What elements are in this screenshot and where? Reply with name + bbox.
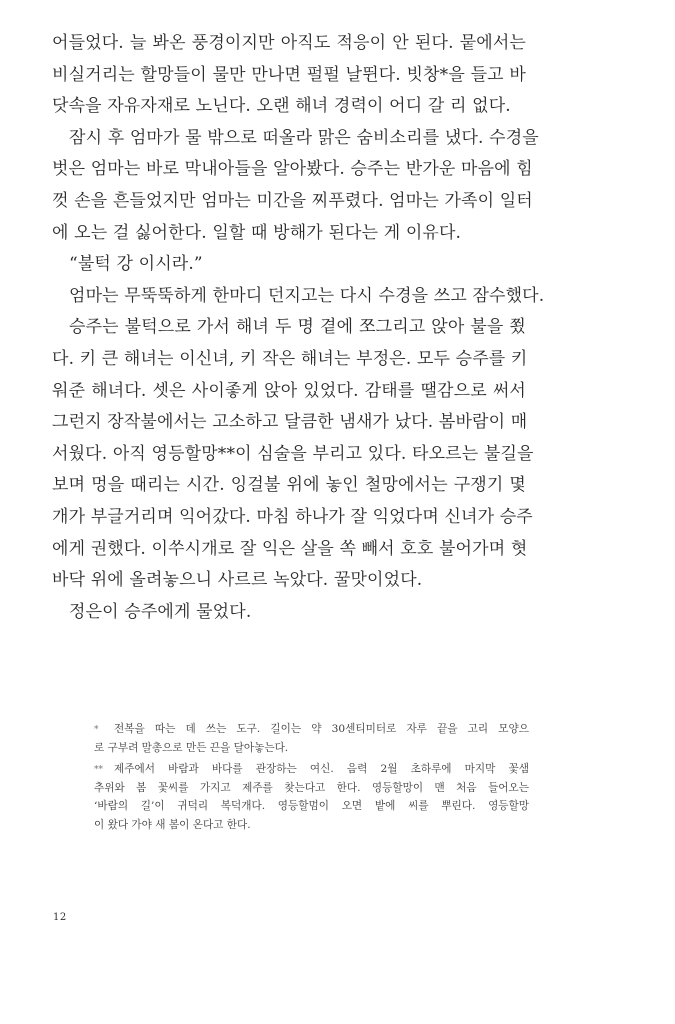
text-line: 엄마는 무뚝뚝하게 한마디 던지고는 다시 수경을 쓰고 잠수했다. bbox=[69, 285, 545, 306]
footnote-line bbox=[94, 779, 529, 798]
footnote-line bbox=[94, 760, 529, 779]
page-number: 12 bbox=[53, 912, 67, 923]
text-line: 그런지 장작불에서는 고소하고 달큼한 냄새가 났다. 봄바람이 매 bbox=[52, 412, 528, 433]
text-line: 잠시 후 엄마가 물 밖으로 떠올라 맑은 숨비소리를 냈다. 수경을 bbox=[69, 127, 539, 148]
text-line: “불턱 강 이시라.” bbox=[69, 254, 203, 275]
text-line: 승주는 불턱으로 가서 해녀 두 명 곁에 쪼그리고 앉아 불을 쬤 bbox=[69, 317, 526, 338]
text-line: 워준 해녀다. 셋은 사이좋게 앉아 있었다. 감태를 땔감으로 써서 bbox=[52, 380, 526, 401]
footnote-line bbox=[94, 816, 529, 835]
footnote-line bbox=[94, 739, 529, 758]
text-line: 벗은 엄마는 바로 막내아들을 알아봤다. 승주는 반가운 마음에 힘 bbox=[52, 159, 533, 180]
footnote bbox=[94, 760, 529, 834]
text-line: 에게 권했다. 이쑤시개로 잘 익은 살을 쏙 빼서 호호 불어가며 혓 bbox=[52, 538, 528, 559]
text-line: 비실거리는 할망들이 물만 만나면 펄펄 날뛴다. 빗창*을 들고 바 bbox=[52, 64, 526, 85]
footnote-text: 이 왔다 가야 새 봄이 온다고 한다. bbox=[94, 818, 251, 831]
footnote-line bbox=[94, 797, 529, 816]
footnote-text: 제주에서 바람과 바다를 관장하는 여신. 음력 2월 초하루에 마지막 꽃샘 bbox=[114, 763, 529, 775]
text-line: 닷속을 자유자재로 노닌다. 오랜 해녀 경력이 어디 갈 리 없다. bbox=[52, 96, 511, 117]
text-line: 개가 부글거리며 익어갔다. 마침 하나가 잘 익었다며 신녀가 승주 bbox=[52, 506, 533, 527]
text-line: 껏 손을 흔들었지만 엄마는 미간을 찌푸렸다. 엄마는 가족이 일터 bbox=[52, 190, 533, 211]
footnote-text: 추위와 봄 꽃씨를 가지고 제주를 찾는다고 한다. 영등할망이 맨 처음 들어오는 bbox=[94, 781, 529, 794]
text-line: 어들었다. 늘 봐온 풍경이지만 아직도 적응이 안 된다. 뭍에서는 bbox=[52, 33, 526, 53]
footnote-line bbox=[94, 720, 529, 739]
text-line: 정은이 승주에게 물었다. bbox=[69, 601, 252, 622]
text-line: 다. 키 큰 해녀는 이신녀, 키 작은 해녀는 부정은. 모두 승주를 키 bbox=[52, 348, 528, 369]
text-line: 바닥 위에 올려놓으니 사르르 녹았다. 꿀맛이었다. bbox=[52, 570, 423, 591]
footnote bbox=[94, 720, 529, 757]
footnote-marker: * bbox=[94, 725, 99, 735]
body-text bbox=[52, 28, 545, 628]
footnote-text: 전복을 따는 데 쓰는 도구. 길이는 약 30센티미터로 자루 끝을 고리 모양으 bbox=[114, 723, 529, 735]
footnote-text: ‘바람의 길’이 귀덕리 복덕개다. 영등할멈이 오면 밭에 씨를 뿌린다. 영등할망 bbox=[94, 800, 529, 812]
footnote-marker: ** bbox=[94, 765, 103, 775]
footnotes bbox=[94, 720, 529, 837]
text-line: 에 오는 걸 싫어한다. 일할 때 방해가 된다는 게 이유다. bbox=[52, 222, 462, 243]
text-line: 서웠다. 아직 영등할망**이 심술을 부리고 있다. 타오르는 불길을 bbox=[52, 443, 534, 464]
footnote-text: 로 구부려 말총으로 만든 끈을 달아놓는다. bbox=[94, 741, 289, 754]
text-line: 보며 멍을 때리는 시간. 잉걸불 위에 놓인 철망에서는 구쟁기 몇 bbox=[52, 475, 526, 496]
